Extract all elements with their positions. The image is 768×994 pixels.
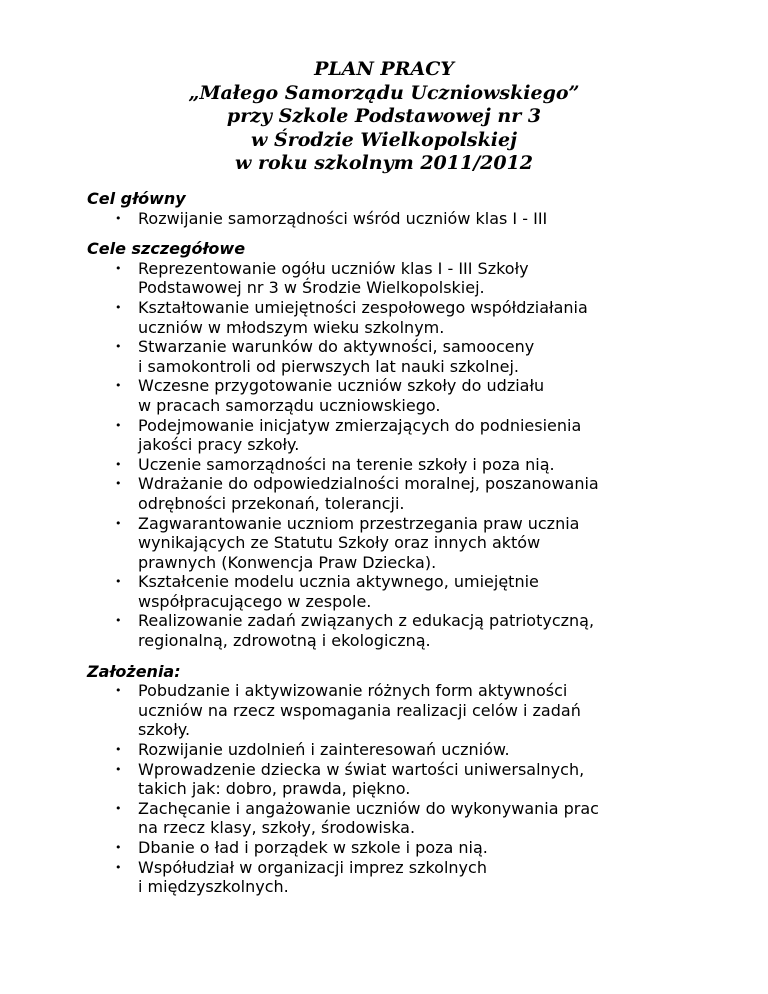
title-line: w Środzie Wielkopolskiej — [251, 128, 517, 151]
bullet-text-line: Kształtowanie umiejętności zespołowego współdziałania — [138, 297, 588, 317]
bullet-icon: • — [115, 211, 122, 225]
section-heading: Cele szczegółowe — [87, 239, 246, 259]
bullet-text-line: Wdrażanie do odpowiedzialności moralnej, poszanowania — [138, 474, 599, 494]
bullet-icon: • — [115, 762, 122, 776]
bullet-text-line: szkoły. — [138, 720, 191, 740]
bullet-text-line: Podstawowej nr 3 w Środzie Wielkopolskiej. — [138, 278, 485, 298]
bullet-text-line: jakości pracy szkoły. — [138, 435, 300, 455]
bullet-text-line: uczniów na rzecz wspomagania realizacji celów i zadań — [138, 700, 581, 720]
bullet-text-line: Zagwarantowanie uczniom przestrzegania praw ucznia — [138, 513, 580, 533]
bullet-text-line: współpracującego w zespole. — [138, 591, 372, 611]
bullet-icon: • — [115, 801, 122, 815]
bullet-icon: • — [115, 516, 122, 530]
bullet-icon: • — [115, 379, 122, 393]
bullet-item — [87, 474, 687, 513]
bullet-item — [87, 337, 687, 376]
bullet-text-line: Podejmowanie inicjatyw zmierzających do podniesienia — [138, 415, 582, 435]
bullet-text-line: odrębności przekonań, tolerancji. — [138, 493, 405, 513]
bullet-text-line: Rozwijanie uzdolnień i zainteresowań uczniów. — [138, 740, 510, 760]
bullet-item — [87, 799, 687, 838]
bullet-icon: • — [115, 860, 122, 874]
bullet-icon: • — [115, 477, 122, 491]
bullet-item — [87, 376, 687, 415]
bullet-icon: • — [115, 457, 122, 471]
bullet-text-line: regionalną, zdrowotną i ekologiczną. — [138, 631, 431, 651]
document-body — [87, 189, 687, 897]
title-line: „Małego Samorządu Uczniowskiego” — [188, 81, 580, 104]
bullet-icon: • — [115, 418, 122, 432]
section-assumptions — [87, 662, 687, 897]
bullet-text-line: prawnych (Konwencja Praw Dziecka). — [138, 552, 437, 572]
bullet-text-line: uczniów w młodszym wieku szkolnym. — [138, 317, 445, 337]
bullet-icon: • — [115, 841, 122, 854]
bullet-text-line: Współudział w organizacji imprez szkolnych — [138, 857, 487, 877]
bullet-text-line: w pracach samorządu uczniowskiego. — [138, 395, 441, 415]
bullet-text-line: i międzyszkolnych. — [138, 877, 289, 897]
bullet-item — [87, 298, 687, 337]
title-line: przy Szkole Podstawowej nr 3 — [226, 105, 542, 127]
bullet-list — [87, 209, 687, 229]
bullet-icon: • — [115, 575, 122, 589]
bullet-text-line: Uczenie samorządności na terenie szkoły i poza nią. — [138, 454, 555, 474]
bullet-text-line: Reprezentowanie ogółu uczniów klas I - III Szkoły — [138, 258, 529, 278]
bullet-list — [87, 259, 687, 651]
title-line: w roku szkolnym 2011/2012 — [234, 152, 534, 174]
bullet-item — [87, 416, 687, 455]
bullet-text-line: Dbanie o ład i porządek w szkole i poza nią. — [138, 838, 488, 857]
bullet-text-line: na rzecz klasy, szkoły, środowiska. — [138, 818, 416, 838]
bullet-item — [87, 209, 687, 229]
section-main-goal — [87, 189, 687, 228]
bullet-item — [87, 572, 687, 611]
bullet-icon: • — [115, 614, 122, 628]
bullet-item — [87, 760, 687, 799]
bullet-text-line: takich jak: dobro, prawda, piękno. — [138, 779, 411, 799]
bullet-text-line: Stwarzanie warunków do aktywności, samooceny — [138, 337, 535, 357]
bullet-icon: • — [115, 300, 122, 314]
bullet-text-line: Rozwijanie samorządności wśród uczniów klas I - III — [138, 208, 548, 228]
bullet-item — [87, 611, 687, 650]
section-heading: Cel główny — [87, 189, 186, 208]
bullet-item — [87, 514, 687, 573]
bullet-icon: • — [115, 261, 122, 275]
bullet-item — [87, 838, 687, 858]
bullet-item — [87, 455, 687, 475]
section-detailed-goals — [87, 239, 687, 650]
section-heading: Założenia: — [87, 661, 181, 681]
bullet-item — [87, 740, 687, 760]
bullet-icon: • — [115, 340, 122, 354]
bullet-text-line: Zachęcanie i angażowanie uczniów do wykonywania prac — [138, 798, 599, 818]
bullet-text-line: Wprowadzenie dziecka w świat wartości uniwersalnych, — [138, 759, 585, 779]
document-title — [0, 58, 768, 176]
bullet-item — [87, 681, 687, 740]
bullet-text-line: Kształcenie modelu ucznia aktywnego, umiejętnie — [138, 572, 539, 592]
title-line: PLAN PRACY — [314, 58, 454, 80]
bullet-icon: • — [115, 743, 122, 757]
bullet-text-line: Realizowanie zadań związanych z edukacją patriotyczną, — [138, 611, 595, 631]
bullet-text-line: Wczesne przygotowanie uczniów szkoły do udziału — [138, 376, 545, 396]
bullet-icon: • — [115, 684, 122, 698]
bullet-text-line: Pobudzanie i aktywizowanie różnych form aktywności — [138, 681, 568, 701]
bullet-text-line: wynikających ze Statutu Szkoły oraz innych aktów — [138, 533, 541, 553]
bullet-text-line: i samokontroli od pierwszych lat nauki szkolnej. — [138, 356, 519, 376]
bullet-item — [87, 259, 687, 298]
bullet-list — [87, 681, 687, 897]
bullet-item — [87, 858, 687, 897]
